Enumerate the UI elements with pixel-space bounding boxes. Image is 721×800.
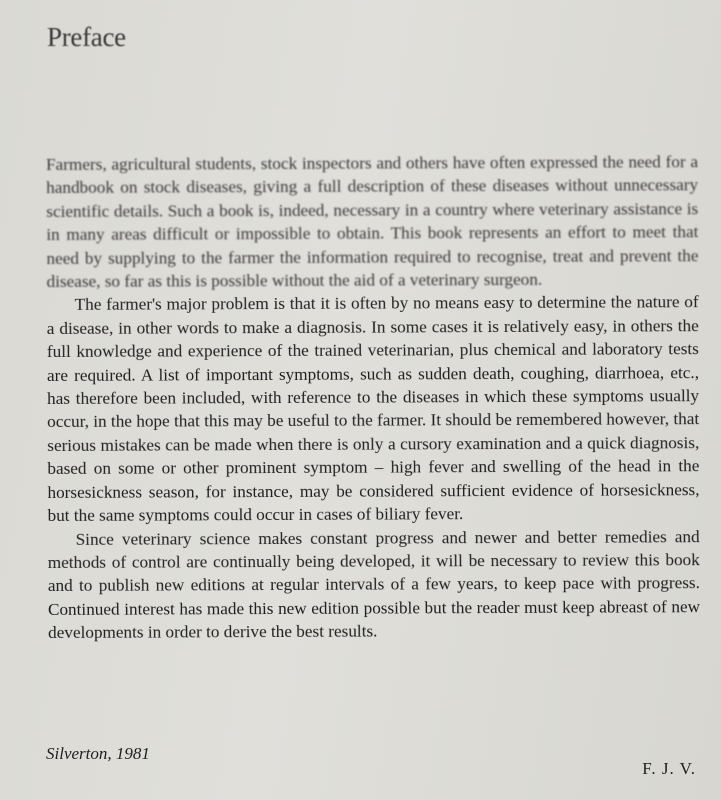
preface-body [46, 150, 700, 644]
place-date: Silverton, 1981 [46, 744, 150, 763]
author-initials: F. J. V. [642, 759, 696, 778]
paragraph-1: Farmers, agricultural students, stock inspectors and others have often expressed the need for a handbook on stock diseases, giving a full description of these diseases without unnecessary scientific details. Such a book is, indeed, necessary in a country where veterinary assistance is in many areas difficult or impossible to obtain. This book represents an effort to meet that need by supplying to the farmer the information required to recognise, treat and prevent the disease, so far as this is possible without the aid of a veterinary surgeon. [46, 152, 699, 292]
page-heading: Preface [47, 22, 126, 52]
paragraph-2: The farmer's major problem is that it is often by no means easy to determine the nature of a disease, in other words to make a diagnosis. In some cases it is relatively easy, in others the full knowledge and experience of the trained veterinarian, plus chemical and laboratory tests are required. A list of important symptoms, such as sudden death, coughing, diarrhoea, etc., has therefore been included, with reference to the diseases in which these symptoms usually occur, in the hope that this may be useful to the farmer. It should be remembered however, that serious mistakes can be made when there is only a cursory examination and a quick diagnosis, based on some or other prominent symptom – high fever and swelling of the head in the horsesickness season, for instance, may be considered sufficient evidence of horsesickness, but the same symptoms could occur in cases of biliary fever. [46, 292, 700, 526]
paragraph-3: Since veterinary science makes constant progress and newer and better remedies and methods of control are continually being developed, it will be necessary to review this book and to publish new editions at regular intervals of a few years, to keep pace with progress. Continued interest has made this new edition possible but the reader must keep abreast of new developments in order to derive the best results. [47, 526, 701, 643]
